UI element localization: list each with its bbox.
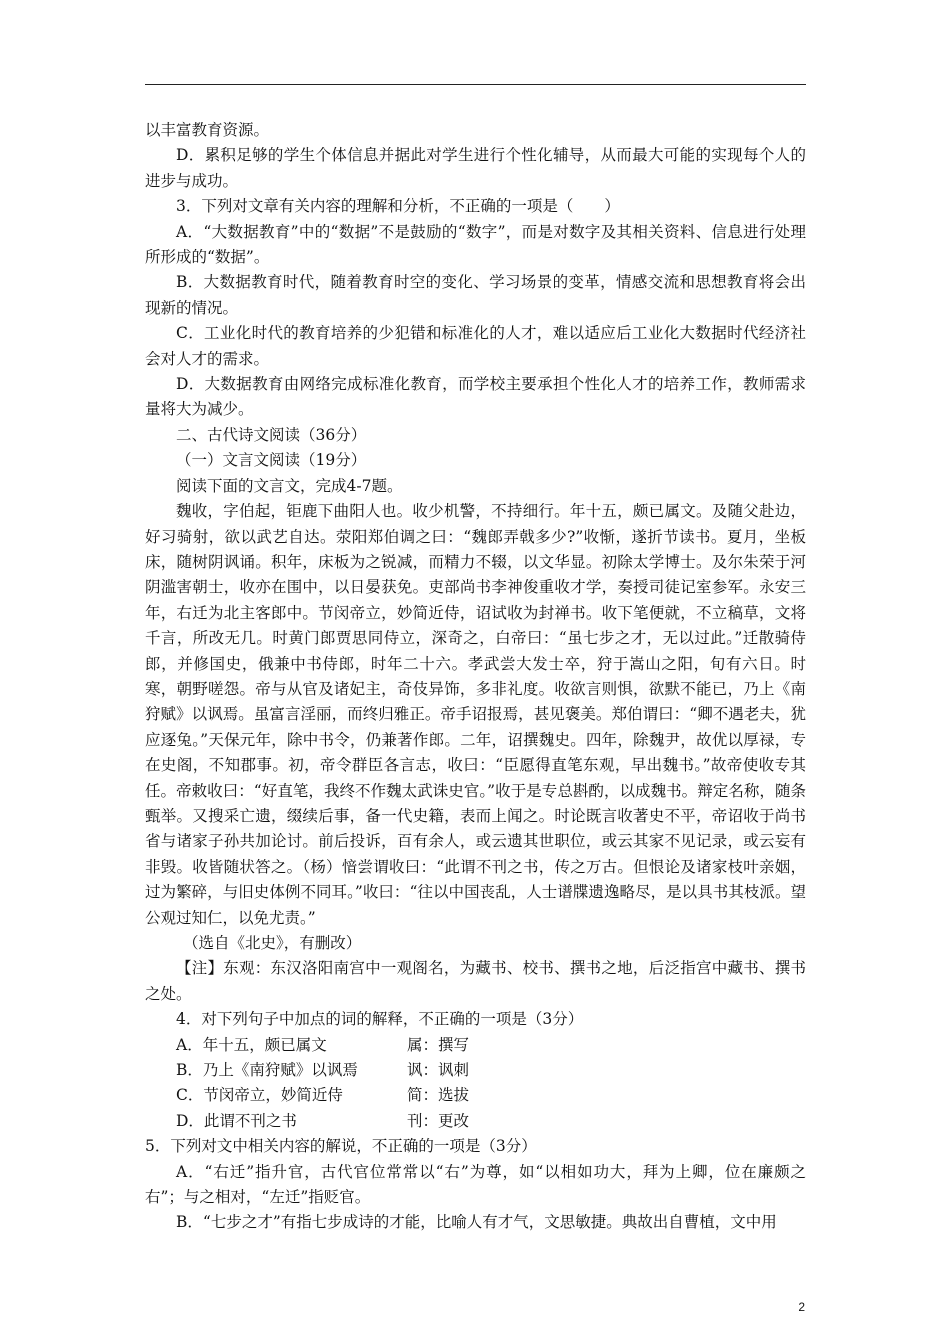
continued-line: 以丰富教育资源。 <box>145 121 270 139</box>
q4-option-a <box>145 1033 806 1058</box>
section-2-heading: 二、古代诗文阅读（36分） <box>176 425 367 444</box>
q4-option-a-text: A．年十五，颇已属文 <box>176 1035 327 1054</box>
classical-passage: 魏收，字伯起，钜鹿下曲阳人也。收少机警，不持细行。年十五，颇已属文。及随父赴边，好习骑射，欲以武艺自达。荥阳郑伯调之曰：“魏郎弄戟多少?”收惭，遂折节读书。夏月，坐板床，随树阴讽诵。积年，床板为之锐减，而精力不辍，以文华显。初除太学博士。及尔朱荣于河阴滥害朝士，收亦在围中，以日晏获免。吏部尚书李神俊重收才学，奏授司徒记室参军。永安三年，右迁为北主客郎中。节闵帝立，妙简近侍，诏试收为封禅书。收下笔便就，不立稿草，文将千言，所改无几。时黄门郎贾思同侍立，深奇之，白帝曰：“虽七步之才，无以过此。”迁散骑侍郎，并修国史，俄兼中书侍郎，时年二十六。孝武尝大发士卒，狩于嵩山之阳，旬有六日。时寒，朝野嗟怨。帝与从官及诸妃主，奇伎异饰，多非礼度。收欲言则惧，欲默不能已，乃上《南狩赋》以讽焉。虽富言淫丽，而终归雅正。帝手诏报焉，甚见褒美。郑伯谓曰：“卿不遇老夫，犹应逐兔。”天保元年，除中书令，仍兼著作郎。二年，诏撰魏史。四年，除魏尹，故优以厚禄，专在史阁，不知郡事。初，帝令群臣各言志，收曰：“臣愿得直笔东观，早出魏书。”故帝使收专其任。帝敕收曰：“好直笔，我终不作魏太武诛史官。”收于是专总斟酌，以成魏书。辩定名称，随条甄举。又搜采亡遗，缀续后事，备一代史籍，表而上闻之。时论既言收著史不平，帝诏收于尚书省与诸家子孙共加论讨。前后投诉，百有余人，或云遗其世职位，或云其家不见记录，或云妄有非毁。收皆随状答之。（杨）愔尝谓收曰：“此谓不刊之书，传之万古。但恨论及诸家枝叶亲姻，过为繁碎，与旧史体例不同耳。”收曰：“往以中国丧乱，人士谱牒遗逸略尽，是以具书其枝派。望公观过知仁，以免尤责。” <box>145 502 806 927</box>
question-4: 4．对下列句子中加点的词的解释，不正确的一项是（3分） <box>176 1010 584 1029</box>
q3-option-b: B．大数据教育时代，随着教育时空的变化、学习场景的变革，情感交流和思想教育将会出现新的情况。 <box>145 273 806 317</box>
q4-option-c <box>145 1083 806 1108</box>
annotation-note: 【注】东观：东汉洛阳南宫中一观阁名，为藏书、校书、撰书之地，后泛指宫中藏书、撰书之处。 <box>145 959 806 1003</box>
question-5: 5．下列对文中相关内容的解说，不正确的一项是（3分） <box>145 1137 537 1156</box>
q5-option-b: B．“七步之才”有指七步成诗的才能，比喻人有才气，文思敏捷。典故出自曹植，文中用 <box>176 1213 777 1232</box>
header-rule <box>145 84 806 85</box>
q4-option-d-text: D．此谓不刊之书 <box>176 1111 297 1130</box>
option-d-prev: D．累积足够的学生个体信息并据此对学生进行个性化辅导，从而最大可能的实现每个人的进步与成功。 <box>145 146 806 190</box>
q4-option-d <box>145 1109 806 1134</box>
q4-option-d-gloss: 刊：更改 <box>407 1111 470 1130</box>
q4-option-b-text: B．乃上《南狩赋》以讽焉 <box>176 1061 358 1080</box>
q4-option-b <box>145 1058 806 1083</box>
q3-option-d: D．大数据教育由网络完成标准化教育，而学校主要承担个性化人才的培养工作，教师需求量将大为减少。 <box>145 375 806 419</box>
q4-option-c-text: C．节闵帝立，妙简近侍 <box>176 1086 343 1105</box>
subsection-heading: （一）文言文阅读（19分） <box>176 451 367 470</box>
q4-option-c-gloss: 简：选拔 <box>407 1086 470 1105</box>
q4-option-a-gloss: 属：撰写 <box>407 1035 470 1054</box>
q5-option-a: A．“右迁”指升官，古代官位常常以“右”为尊，如“以相如功大，拜为上卿，位在廉颇之右”；与之相对，“左迁”指贬官。 <box>145 1162 806 1206</box>
question-3: 3．下列对文章有关内容的理解和分析，不正确的一项是（ ） <box>176 197 620 216</box>
q4-option-b-gloss: 讽：讽刺 <box>407 1061 470 1080</box>
passage-source: （选自《北史》，有删改） <box>183 934 362 952</box>
page-number: 2 <box>798 1300 805 1314</box>
q3-option-c: C．工业化时代的教育培养的少犯错和标准化的人才，难以适应后工业化大数据时代经济社会对人才的需求。 <box>145 324 806 368</box>
page-body <box>145 118 806 1236</box>
q3-option-a: A．“大数据教育”中的“数据”不是鼓励的“数字”，而是对数字及其相关资料、信息进行处理所形成的“数据”。 <box>145 222 806 267</box>
instruction: 阅读下面的文言文，完成4-7题。 <box>176 476 403 495</box>
